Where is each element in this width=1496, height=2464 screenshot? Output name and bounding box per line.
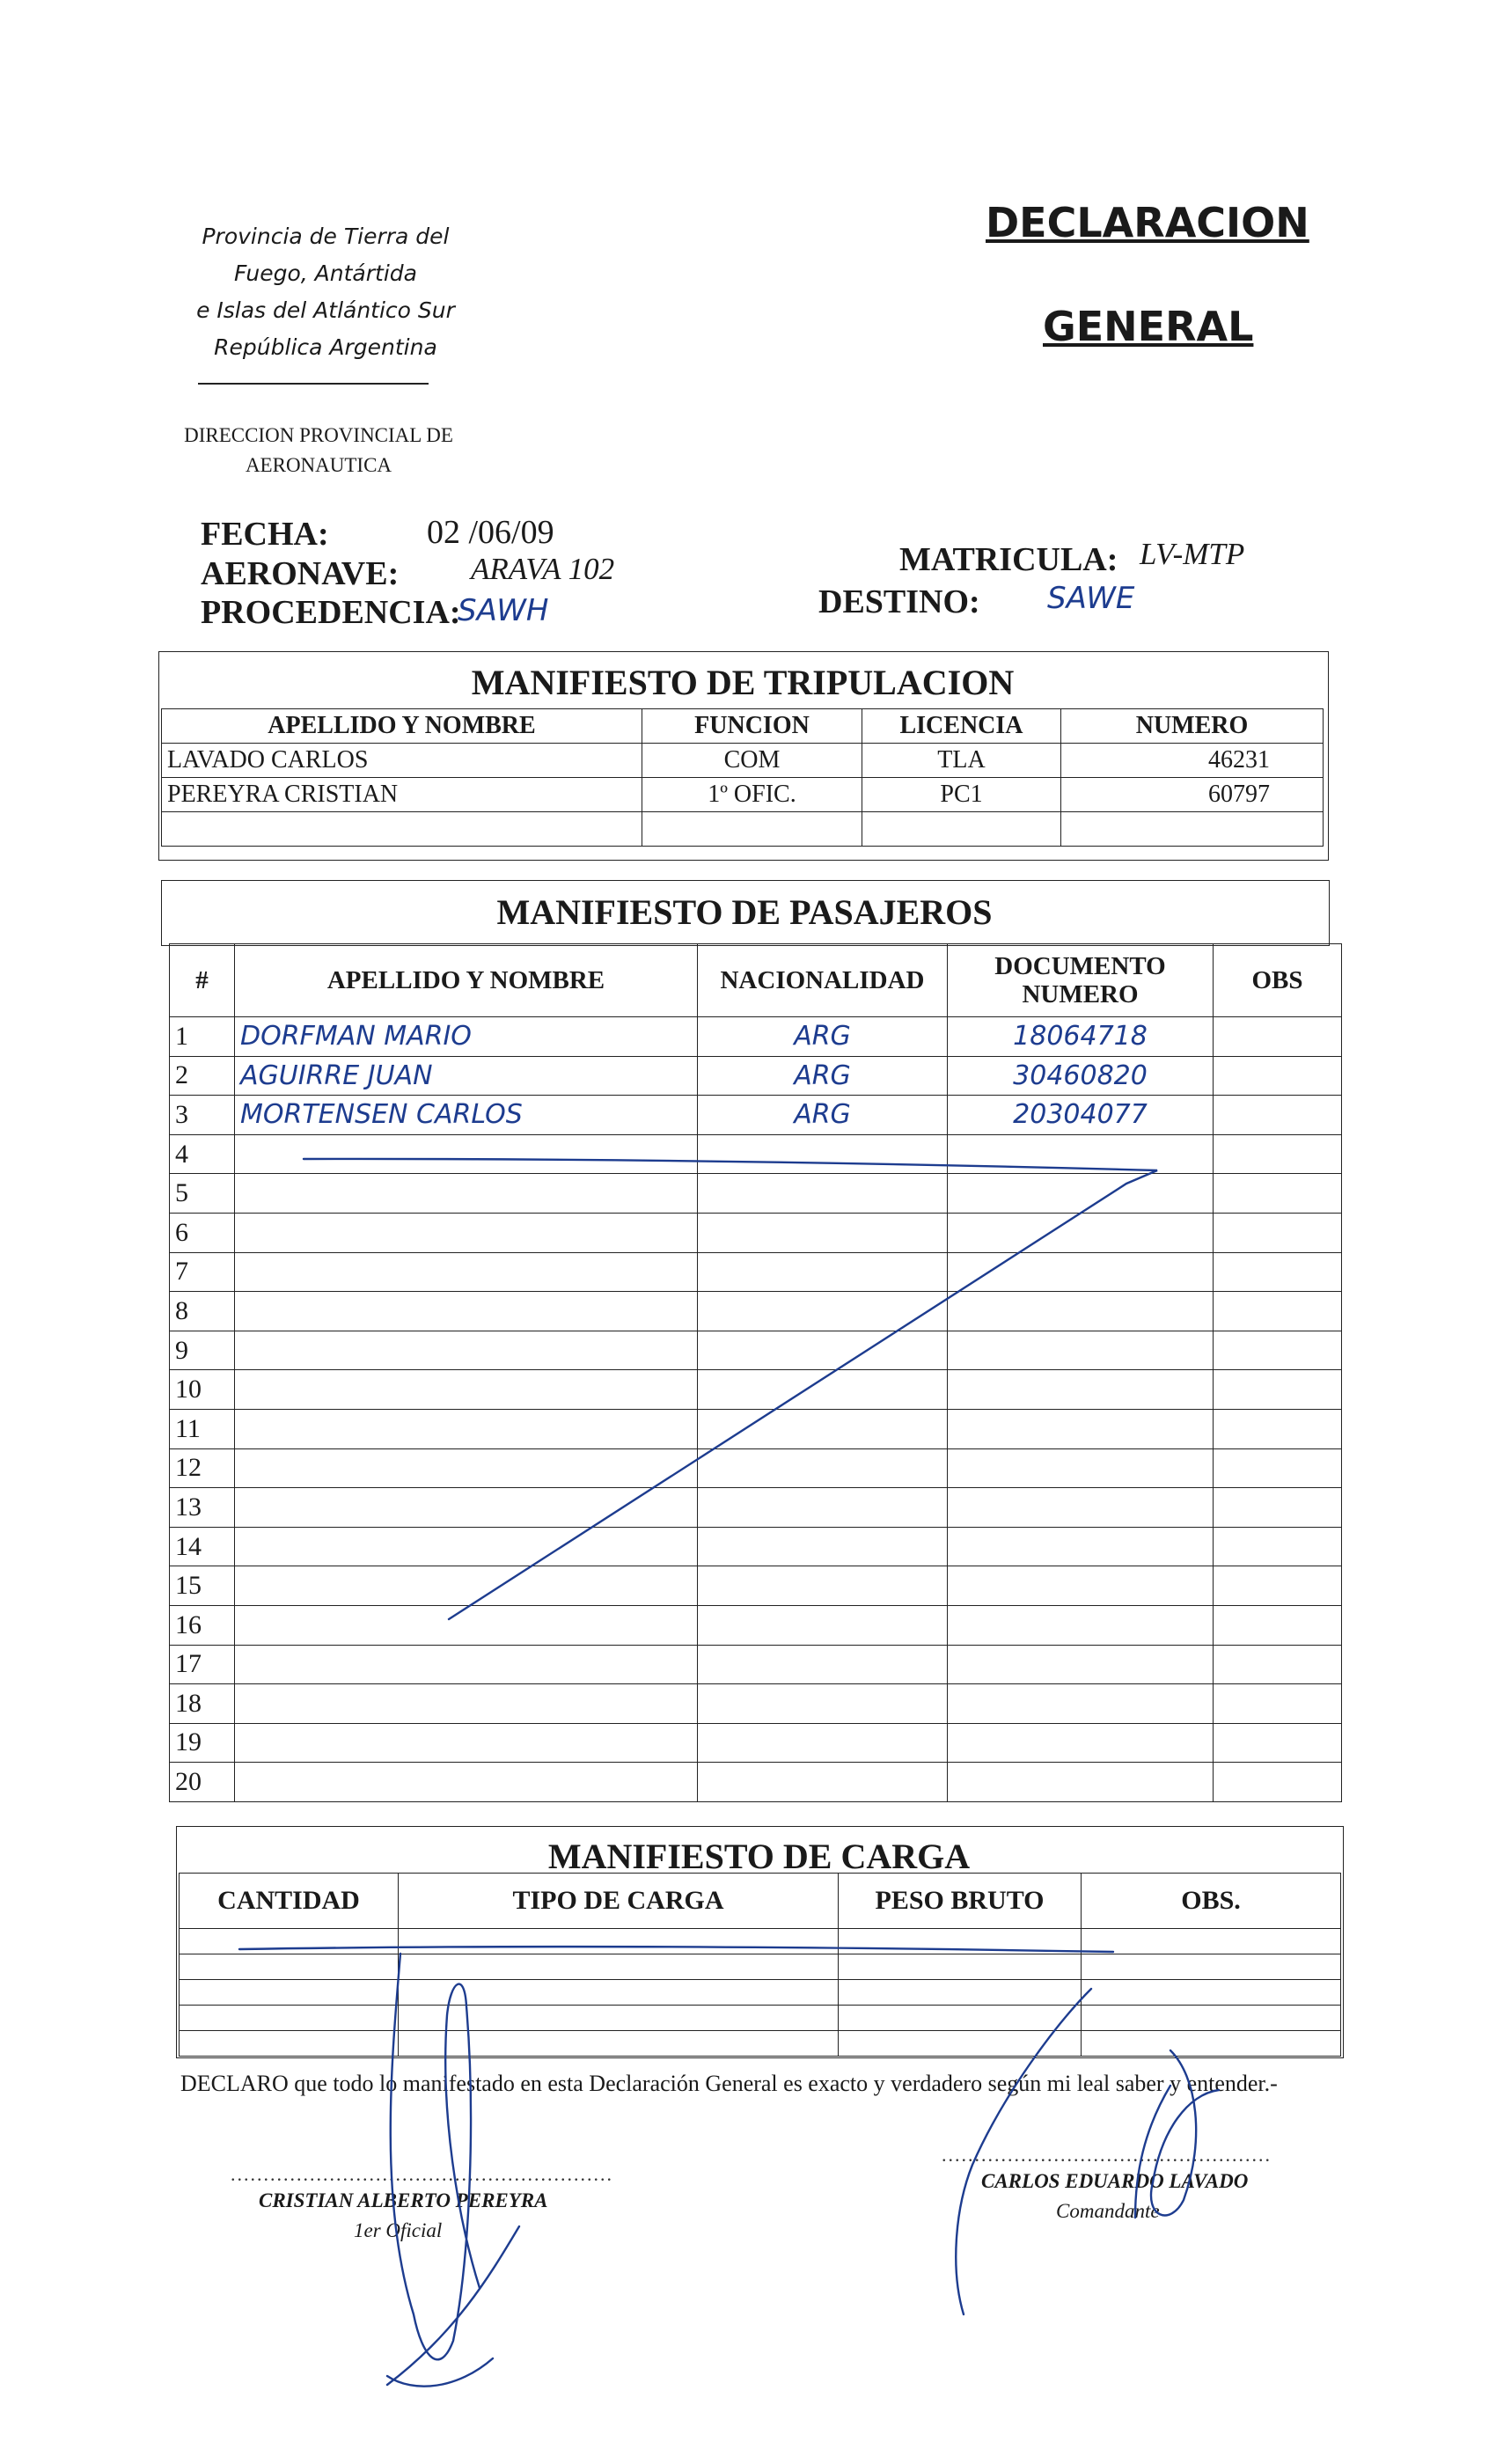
cargo-header-type: TIPO DE CARGA (399, 1874, 839, 1929)
fecha-value: 02 /06/09 (427, 514, 554, 551)
passenger-nationality (698, 1448, 948, 1488)
signature-role-right: Comandante (1056, 2200, 1160, 2222)
cargo-table (179, 1873, 1341, 2057)
passenger-row (170, 1409, 1342, 1448)
passenger-nationality: ARG (698, 1017, 948, 1057)
passenger-index: 7 (170, 1252, 235, 1292)
passenger-nationality (698, 1763, 948, 1802)
passenger-obs (1214, 1292, 1342, 1331)
passenger-nationality (698, 1292, 948, 1331)
passenger-obs (1214, 1566, 1342, 1606)
passenger-document (948, 1370, 1214, 1410)
passenger-name (235, 1370, 698, 1410)
directorate-line: DIRECCION PROVINCIAL DE (184, 424, 453, 446)
signature-role-left: 1er Oficial (354, 2219, 443, 2241)
cargo-row (180, 2031, 1341, 2057)
crew-function (642, 812, 862, 847)
passenger-nationality (698, 1252, 948, 1292)
passenger-obs (1214, 1645, 1342, 1684)
passenger-nationality: ARG (698, 1096, 948, 1135)
passenger-nationality (698, 1134, 948, 1174)
passenger-obs (1214, 1370, 1342, 1410)
passenger-document: 18064718 (948, 1017, 1214, 1057)
passenger-name (235, 1723, 698, 1763)
passenger-nationality (698, 1409, 948, 1448)
passenger-nationality (698, 1605, 948, 1645)
passenger-document (948, 1213, 1214, 1252)
crew-name (162, 812, 642, 847)
passenger-row (170, 1684, 1342, 1724)
passenger-index: 19 (170, 1723, 235, 1763)
passenger-row (170, 1566, 1342, 1606)
directorate (160, 421, 477, 480)
cargo-header-weight: PESO BRUTO (839, 1874, 1082, 1929)
passenger-obs (1214, 1134, 1342, 1174)
crew-row (162, 812, 1324, 847)
passenger-obs (1214, 1448, 1342, 1488)
passenger-obs (1214, 1017, 1342, 1057)
passenger-header-name: APELLIDO Y NOMBRE (235, 944, 698, 1017)
province-line: e Islas del Atlántico Sur (196, 297, 455, 323)
passenger-obs (1214, 1331, 1342, 1370)
passenger-document (948, 1763, 1214, 1802)
passenger-obs (1214, 1527, 1342, 1566)
passenger-document (948, 1331, 1214, 1370)
cargo-header-row (180, 1874, 1341, 1929)
signature-name-left: CRISTIAN ALBERTO PEREYRA (259, 2189, 548, 2211)
passenger-nationality (698, 1645, 948, 1684)
passenger-obs (1214, 1056, 1342, 1096)
passenger-obs (1214, 1605, 1342, 1645)
crew-header-row (162, 709, 1324, 744)
passenger-row (170, 1213, 1342, 1252)
crew-license: TLA (862, 744, 1061, 778)
passenger-nationality (698, 1527, 948, 1566)
passenger-index: 9 (170, 1331, 235, 1370)
passenger-name (235, 1174, 698, 1214)
passenger-document (948, 1252, 1214, 1292)
passenger-name: DORFMAN MARIO (235, 1017, 698, 1057)
passenger-index: 17 (170, 1645, 235, 1684)
passenger-row (170, 1370, 1342, 1410)
crew-manifest-title: MANIFIESTO DE TRIPULACION (471, 663, 1015, 702)
passenger-row (170, 1134, 1342, 1174)
passenger-nationality (698, 1213, 948, 1252)
passenger-row (170, 1174, 1342, 1214)
cargo-row (180, 1929, 1341, 1954)
destino-label: DESTINO: (818, 583, 980, 620)
passenger-obs (1214, 1213, 1342, 1252)
crew-header-license: LICENCIA (862, 709, 1061, 744)
crew-function: COM (642, 744, 862, 778)
passenger-document (948, 1448, 1214, 1488)
passenger-document (948, 1292, 1214, 1331)
crew-number: 46231 (1061, 744, 1324, 778)
declaration-text: DECLARO que todo lo manifestado en esta Declaración General es exacto y verdadero según mi leal saber y entender.- (180, 2071, 1278, 2096)
passenger-row (170, 1292, 1342, 1331)
province-line: Provincia de Tierra del (202, 224, 450, 249)
passenger-header-obs: OBS (1214, 944, 1342, 1017)
signature-name-right: CARLOS EDUARDO LAVADO (981, 2170, 1249, 2192)
passenger-index: 20 (170, 1763, 235, 1802)
passenger-nationality (698, 1566, 948, 1606)
passenger-document (948, 1174, 1214, 1214)
matricula-label: MATRICULA: (899, 541, 1118, 578)
passenger-index: 11 (170, 1409, 235, 1448)
passenger-obs (1214, 1763, 1342, 1802)
cargo-manifest-title: MANIFIESTO DE CARGA (547, 1837, 971, 1876)
signature-line-right: .................................................. (942, 2144, 1272, 2166)
passenger-index: 10 (170, 1370, 235, 1410)
passenger-obs (1214, 1174, 1342, 1214)
passenger-index: 16 (170, 1605, 235, 1645)
passenger-header-nationality: NACIONALIDAD (698, 944, 948, 1017)
crew-license (862, 812, 1061, 847)
passenger-index: 2 (170, 1056, 235, 1096)
passenger-header-document: DOCUMENTO NUMERO (948, 944, 1214, 1017)
province-line: República Argentina (214, 334, 437, 360)
passenger-nationality (698, 1684, 948, 1724)
passenger-row (170, 1488, 1342, 1528)
passenger-index: 13 (170, 1488, 235, 1528)
passenger-name (235, 1488, 698, 1528)
passenger-row (170, 1605, 1342, 1645)
crew-license: PC1 (862, 778, 1061, 812)
passenger-row (170, 1056, 1342, 1096)
passenger-row (170, 1645, 1342, 1684)
passenger-index: 14 (170, 1527, 235, 1566)
passenger-row (170, 1096, 1342, 1135)
passenger-index: 18 (170, 1684, 235, 1724)
passenger-document: 30460820 (948, 1056, 1214, 1096)
passenger-nationality: ARG (698, 1056, 948, 1096)
passenger-name (235, 1409, 698, 1448)
passenger-name (235, 1763, 698, 1802)
passenger-name (235, 1134, 698, 1174)
passenger-name: AGUIRRE JUAN (235, 1056, 698, 1096)
directorate-line: AERONAUTICA (245, 454, 392, 476)
crew-row (162, 744, 1324, 778)
passenger-document (948, 1645, 1214, 1684)
passenger-index: 3 (170, 1096, 235, 1135)
passenger-obs (1214, 1096, 1342, 1135)
destino-value: SAWE (1047, 581, 1135, 616)
passenger-obs (1214, 1684, 1342, 1724)
procedencia-value: SAWH (458, 593, 549, 628)
passenger-index: 12 (170, 1448, 235, 1488)
crew-number: 60797 (1061, 778, 1324, 812)
passenger-document (948, 1723, 1214, 1763)
document-title-line2: GENERAL (1043, 303, 1254, 350)
passenger-row (170, 1763, 1342, 1802)
crew-header-function: FUNCION (642, 709, 862, 744)
passenger-name (235, 1448, 698, 1488)
passenger-index: 1 (170, 1017, 235, 1057)
cargo-row (180, 1954, 1341, 1980)
cargo-header-quantity: CANTIDAD (180, 1874, 399, 1929)
cargo-row (180, 1980, 1341, 2006)
passenger-name (235, 1527, 698, 1566)
passenger-row (170, 1527, 1342, 1566)
cargo-header-obs: OBS. (1082, 1874, 1341, 1929)
passenger-name (235, 1645, 698, 1684)
crew-number (1061, 812, 1324, 847)
passenger-nationality (698, 1331, 948, 1370)
passenger-document (948, 1488, 1214, 1528)
passenger-row (170, 1448, 1342, 1488)
province-block (167, 218, 484, 366)
document-title-line1: DECLARACION (986, 199, 1309, 246)
crew-row (162, 778, 1324, 812)
passenger-row (170, 1723, 1342, 1763)
passenger-index: 8 (170, 1292, 235, 1331)
matricula-value: LV-MTP (1140, 537, 1245, 571)
passenger-table (169, 943, 1342, 1802)
passenger-obs (1214, 1488, 1342, 1528)
passenger-name: MORTENSEN CARLOS (235, 1096, 698, 1135)
crew-header-name: APELLIDO Y NOMBRE (162, 709, 642, 744)
passenger-nationality (698, 1370, 948, 1410)
passenger-obs (1214, 1252, 1342, 1292)
crew-header-number: NUMERO (1061, 709, 1324, 744)
passenger-rows (170, 1017, 1342, 1802)
province-line: Fuego, Antártida (234, 260, 417, 286)
passenger-name (235, 1213, 698, 1252)
passenger-name (235, 1684, 698, 1724)
passenger-row (170, 1331, 1342, 1370)
passenger-nationality (698, 1488, 948, 1528)
passenger-manifest-title: MANIFIESTO DE PASAJEROS (496, 892, 993, 932)
passenger-row (170, 1017, 1342, 1057)
aeronave-value: ARAVA 102 (471, 552, 615, 586)
divider (198, 383, 429, 385)
passenger-name (235, 1566, 698, 1606)
crew-name: LAVADO CARLOS (162, 744, 642, 778)
passenger-row (170, 1252, 1342, 1292)
passenger-name (235, 1292, 698, 1331)
passenger-document: 20304077 (948, 1096, 1214, 1135)
passenger-index: 4 (170, 1134, 235, 1174)
passenger-obs (1214, 1723, 1342, 1763)
passenger-index: 5 (170, 1174, 235, 1214)
passenger-name (235, 1605, 698, 1645)
passenger-obs (1214, 1409, 1342, 1448)
aeronave-label: AERONAVE: (201, 555, 400, 592)
passenger-document (948, 1684, 1214, 1724)
passenger-name (235, 1331, 698, 1370)
passenger-name (235, 1252, 698, 1292)
passenger-document (948, 1409, 1214, 1448)
passenger-header-row (170, 944, 1342, 1017)
fecha-label: FECHA: (201, 516, 329, 553)
passenger-document (948, 1605, 1214, 1645)
passenger-nationality (698, 1723, 948, 1763)
passenger-index: 15 (170, 1566, 235, 1606)
crew-table (161, 708, 1324, 847)
passenger-document (948, 1134, 1214, 1174)
crew-function: 1º OFIC. (642, 778, 862, 812)
cargo-row (180, 2006, 1341, 2031)
passenger-document (948, 1527, 1214, 1566)
passenger-document (948, 1566, 1214, 1606)
signature-line-left: .......................................................... (231, 2163, 613, 2185)
passenger-index: 6 (170, 1213, 235, 1252)
crew-name: PEREYRA CRISTIAN (162, 778, 642, 812)
procedencia-label: PROCEDENCIA: (201, 594, 461, 631)
passenger-header-index: # (170, 944, 235, 1017)
passenger-nationality (698, 1174, 948, 1214)
